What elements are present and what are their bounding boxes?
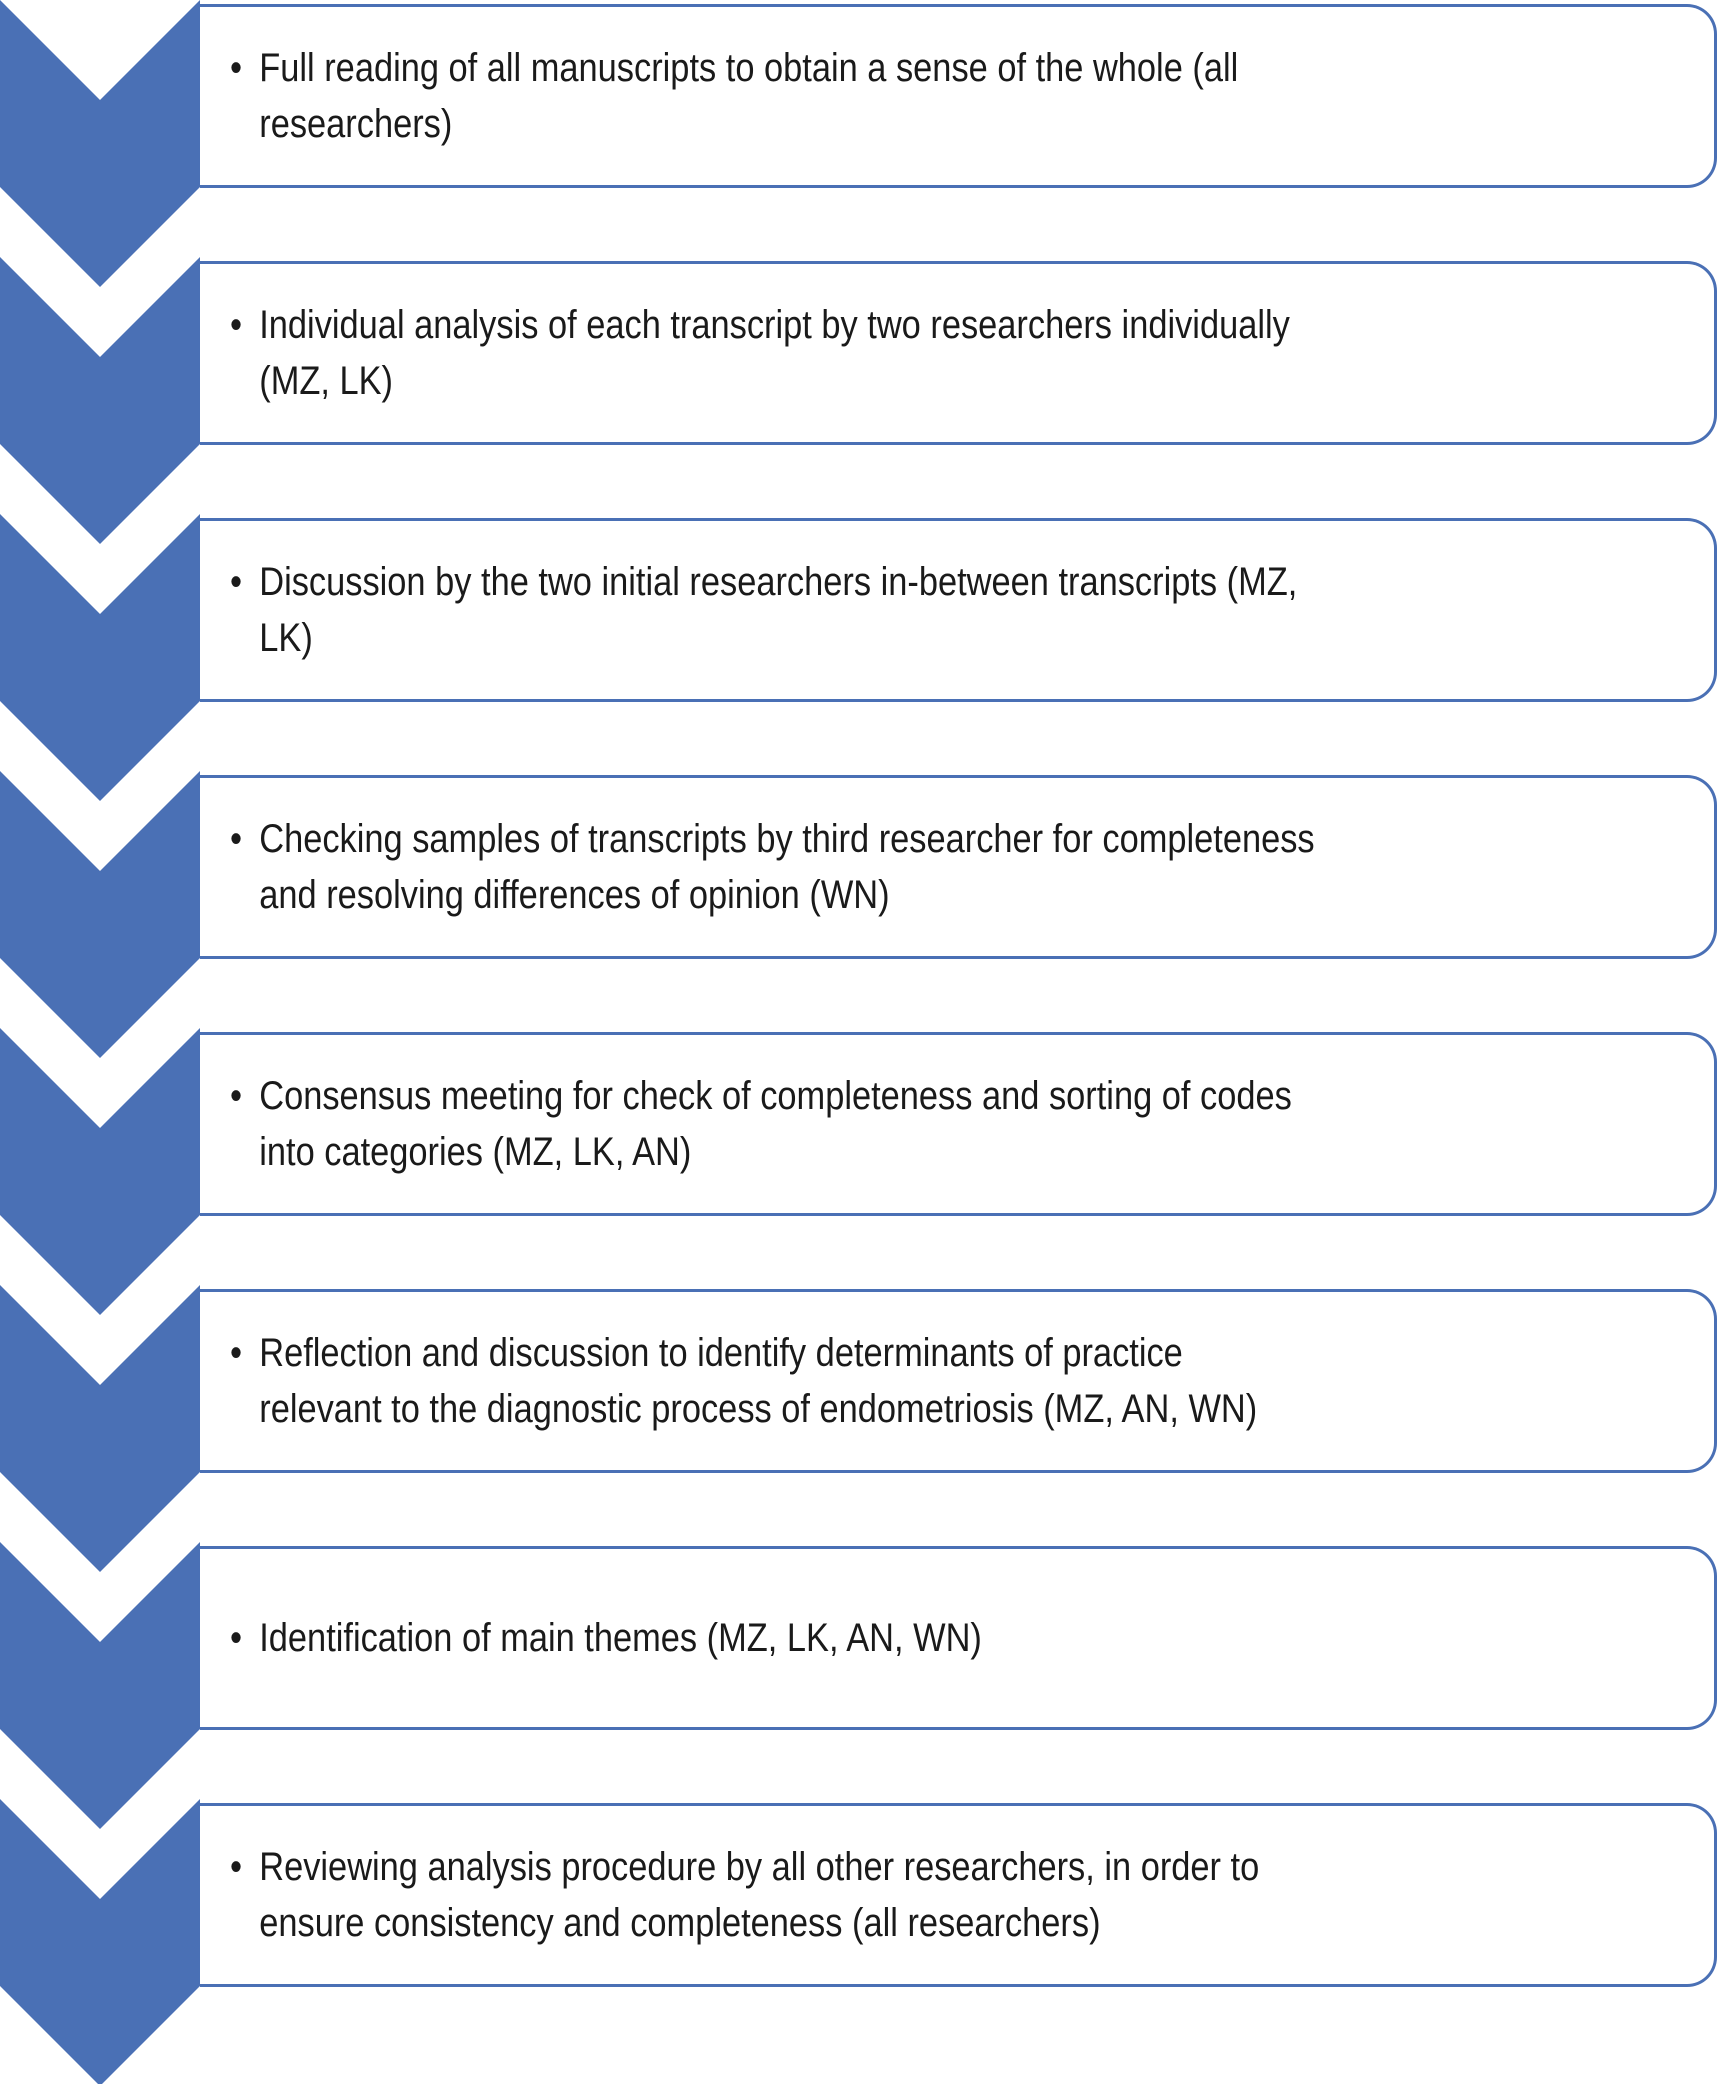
chevron-icon (0, 1799, 200, 2084)
step-box-8 (200, 1803, 1717, 1987)
bullet-icon: • (230, 46, 243, 90)
step-text (230, 1549, 1104, 1727)
step-8-line-1: Reviewing analysis procedure by all other researchers, in order to (259, 1845, 1260, 1889)
step-box-4 (200, 775, 1717, 959)
bullet-icon: • (230, 560, 243, 604)
step-8-line-2: ensure consistency and completeness (all researchers) (259, 1901, 1101, 1945)
chevron-icon (0, 1285, 200, 1572)
chevron-icon (0, 1542, 200, 1829)
step-5-line-1: Consensus meeting for check of completeness and sorting of codes (259, 1074, 1292, 1118)
step-1-line-2: researchers) (259, 102, 453, 146)
step-text (230, 1292, 1424, 1470)
chevron-icon (0, 1028, 200, 1315)
step-text (230, 264, 1462, 442)
step-text (230, 1806, 1427, 1984)
bullet-icon: • (230, 1074, 243, 1118)
step-4-line-2: and resolving differences of opinion (WN) (259, 873, 890, 917)
chevron-icon (0, 257, 200, 544)
bullet-icon: • (230, 1331, 243, 1375)
step-text (230, 7, 1402, 185)
step-5-line-2: into categories (MZ, LK, AN) (259, 1130, 692, 1174)
bullet-icon: • (230, 1845, 243, 1889)
chevron-icon (0, 771, 200, 1058)
step-1-line-1: Full reading of all manuscripts to obtain a sense of the whole (all (259, 46, 1239, 90)
step-7-line-1: Identification of main themes (MZ, LK, AN, WN) (259, 1616, 982, 1660)
step-4-line-1: Checking samples of transcripts by third researcher for completeness (259, 817, 1315, 861)
step-text (230, 1035, 1465, 1213)
chevron-icon (0, 514, 200, 801)
step-box-1 (200, 4, 1717, 188)
step-box-2 (200, 261, 1717, 445)
step-2-line-1: Individual analysis of each transcript by two researchers individually (259, 303, 1290, 347)
step-box-6 (200, 1289, 1717, 1473)
step-text (230, 521, 1471, 699)
chevron-icon (0, 0, 200, 287)
step-6-line-2: relevant to the diagnostic process of endometriosis (MZ, AN, WN) (259, 1387, 1258, 1431)
chevron-arrow-column (0, 0, 200, 2084)
step-box-3 (200, 518, 1717, 702)
step-6-line-1: Reflection and discussion to identify determinants of practice (259, 1331, 1183, 1375)
step-3-line-2: LK) (259, 616, 313, 660)
bullet-icon: • (230, 1616, 243, 1660)
step-box-7 (200, 1546, 1717, 1730)
step-text (230, 778, 1491, 956)
bullet-icon: • (230, 817, 243, 861)
step-2-line-2: (MZ, LK) (259, 359, 394, 403)
step-box-5 (200, 1032, 1717, 1216)
bullet-icon: • (230, 303, 243, 347)
step-3-line-1: Discussion by the two initial researchers in-between transcripts (MZ, (259, 560, 1298, 604)
